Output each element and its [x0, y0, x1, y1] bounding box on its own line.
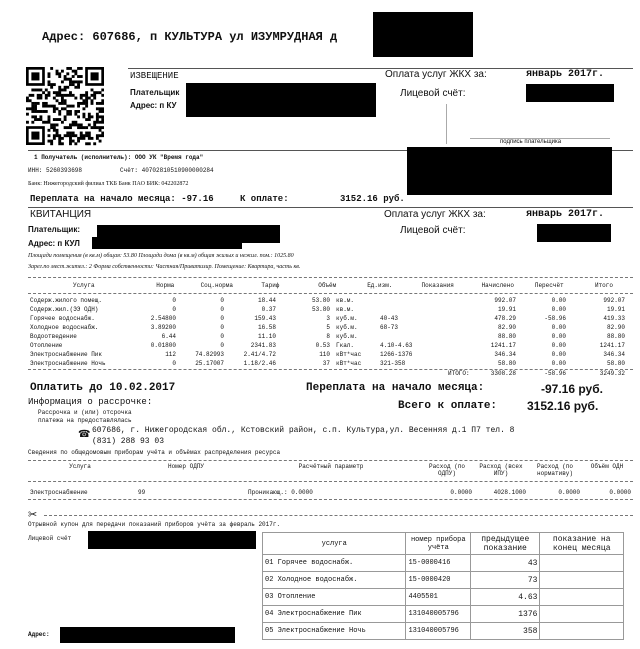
services-cell: Электроснабжение Ночь	[30, 360, 106, 367]
services-cell: Холодное водоснабж.	[30, 324, 99, 331]
services-cell: 419.33	[603, 315, 625, 322]
services-cell: 3	[326, 315, 330, 322]
notice-account-label: Лицевой счёт:	[400, 88, 466, 99]
services-total-sum: 3249.32	[599, 370, 625, 377]
services-cell: 82.90	[497, 324, 516, 331]
coupon-service: 04 Электроснабжение Пик	[263, 606, 406, 623]
meters-header: Объём ОДН	[590, 463, 624, 470]
installment-title: Информация о рассрочке:	[28, 397, 153, 407]
services-header-row	[28, 279, 633, 291]
meters-header: Расход (по нормативу)	[536, 463, 573, 477]
coupon-previous-reading: 1376	[471, 606, 540, 623]
services-cell: 112	[165, 351, 176, 358]
meters-info-title: Сведения по общедомовым приборам учёта и объёмах распределения ресурса	[28, 449, 281, 456]
services-header: Ед.изм.	[367, 281, 393, 289]
contact-phone: (831) 288 93 03	[92, 437, 165, 446]
pay-until: Оплатить до 10.02.2017	[30, 382, 176, 394]
services-header: Объём	[318, 281, 337, 289]
receipt-payer-label: Плательщик:	[28, 225, 80, 234]
meters-cell: Проникающ.: 0.0000	[248, 489, 313, 496]
notice-period: январь 2017г.	[526, 69, 605, 80]
coupon-service: 02 Холодное водоснабж.	[263, 572, 406, 589]
services-header: Норма	[156, 281, 175, 289]
services-cell: 40-43	[380, 315, 399, 322]
coupon-table	[262, 532, 624, 640]
notice-payer-label: Плательщик	[130, 88, 180, 97]
signature-label: подпись плательщика	[500, 139, 562, 145]
coupon-previous-reading: 4.63	[471, 589, 540, 606]
services-cell: 0.00	[551, 297, 566, 304]
header-address: Адрес: 607686, п КУЛЬТУРА ул ИЗУМРУДНАЯ д	[42, 30, 338, 44]
services-cell: 0.00	[551, 324, 566, 331]
qr-code	[26, 67, 104, 147]
services-cell: 53.80	[311, 297, 330, 304]
contact-address: 607686, г. Нижегородская обл., Кстовский район, с.п. Культура,ул. Весенняя д.1 П7 тел. 8	[92, 426, 515, 435]
redaction-block	[88, 531, 256, 549]
services-cell: кВт*час	[336, 351, 362, 358]
services-cell: 0.53	[315, 342, 330, 349]
recipient-account: Счёт: 40702810510900000284	[120, 167, 214, 174]
redaction-block	[373, 12, 473, 57]
services-cell: 2.41/4.72	[243, 351, 276, 358]
recipient-topay-label: К оплате:	[240, 194, 289, 204]
services-cell: Электроснабжение Пик	[30, 351, 103, 358]
summary-total-label: Всего к оплате:	[398, 400, 498, 412]
notice-address-label: Адрес: п КУ	[130, 101, 177, 110]
services-cell: 0	[220, 297, 224, 304]
table-row	[263, 572, 624, 589]
services-cell: 0	[172, 360, 176, 367]
coupon-meter-number: 131040005796	[406, 623, 471, 640]
coupon-previous-reading: 43	[471, 555, 540, 572]
services-cell: 88.80	[497, 333, 516, 340]
meters-cell: Электроснабжение	[30, 489, 88, 496]
services-header: Показания	[421, 281, 454, 289]
services-cell: 0.37	[261, 306, 276, 313]
coupon-address-label: Адрес:	[28, 631, 50, 638]
services-cell: кв.м.	[336, 306, 355, 313]
services-cell: 3.89200	[150, 324, 176, 331]
services-cell: 0	[220, 333, 224, 340]
services-header: Услуга	[72, 281, 95, 289]
summary-overpay-label: Переплата на начало месяца:	[306, 382, 485, 394]
receipt-account-label: Лицевой счёт:	[400, 225, 466, 236]
coupon-header: номер прибора учёта	[406, 533, 471, 555]
services-total-recalc: -58.96	[544, 370, 566, 377]
installment-text: Рассрочка и (или) отсрочка платежа на предоставлялась	[38, 409, 132, 424]
coupon-meter-number: 15-0000420	[406, 572, 471, 589]
summary-overpay-value: -97.16 руб.	[541, 382, 603, 396]
coupon-header: показание на конец месяца	[540, 533, 624, 555]
services-cell: Горячее водоснабж.	[30, 315, 95, 322]
services-cell: 0.00	[551, 306, 566, 313]
meters-header: Расчётный параметр	[298, 463, 364, 470]
services-header: Пересчёт	[534, 281, 564, 289]
services-cell: 0	[220, 315, 224, 322]
services-header: Начислено	[481, 281, 514, 289]
services-cell: 11.10	[257, 333, 276, 340]
meters-cell: 4028.1000	[493, 489, 526, 496]
services-cell: 74.82993	[195, 351, 224, 358]
services-cell: кв.м.	[336, 297, 355, 304]
receipt-address-label: Адрес: п КУЛ	[28, 239, 80, 248]
recipient-line: 1 Получатель (исполнитель): ООО УК "Время года"	[34, 154, 204, 161]
coupon-current-reading-field[interactable]	[540, 623, 624, 640]
services-cell: 25.17007	[195, 360, 224, 367]
coupon-current-reading-field[interactable]	[540, 606, 624, 623]
receipt-reg-line: Зарег.по мест.жител.: 2 Форма собственности: Частная/Приватизир. Помещение: Квартира, часть кв.	[28, 264, 301, 270]
services-cell: 19.91	[606, 306, 625, 313]
services-cell: 0	[172, 297, 176, 304]
coupon-current-reading-field[interactable]	[540, 589, 624, 606]
meters-header: Услуга	[69, 463, 91, 470]
meters-cell: 0.0000	[450, 489, 472, 496]
coupon-title: Отрывной купон для передачи показаний приборов учёта за февраль 2017г.	[28, 521, 281, 528]
services-cell: 0	[220, 324, 224, 331]
services-cell: куб.м.	[336, 324, 358, 331]
services-cell: 1.18/2.46	[243, 360, 276, 367]
services-cell: 346.34	[603, 351, 625, 358]
receipt-title: КВИТАНЦИЯ	[30, 209, 92, 220]
services-cell: 0.01800	[150, 342, 176, 349]
redaction-block	[407, 147, 612, 195]
services-cell: 0.00	[551, 342, 566, 349]
coupon-header: предыдущее показание	[471, 533, 540, 555]
services-cell: Водоотведение	[30, 333, 77, 340]
services-cell: 321-358	[380, 360, 406, 367]
coupon-account-label: Лицевой счёт	[28, 535, 72, 542]
services-table	[28, 279, 633, 291]
services-cell: 18.44	[257, 297, 276, 304]
coupon-service: 03 Отопление	[263, 589, 406, 606]
receipt-period: январь 2017г.	[526, 209, 605, 220]
services-cell: кВт*час	[336, 360, 362, 367]
services-cell: 58.80	[606, 360, 625, 367]
coupon-meter-number: 131040005796	[406, 606, 471, 623]
services-cell: 88.80	[606, 333, 625, 340]
table-row	[263, 623, 624, 640]
services-cell: 0.00	[551, 360, 566, 367]
services-cell: куб.м.	[336, 333, 358, 340]
services-cell: 53.80	[311, 306, 330, 313]
services-cell: 68-73	[380, 324, 399, 331]
services-cell: 1241.17	[490, 342, 516, 349]
coupon-current-reading-field[interactable]	[540, 572, 624, 589]
coupon-service: 01 Горячее водоснабж.	[263, 555, 406, 572]
coupon-header-row	[263, 533, 624, 555]
services-header: Соц.норма	[200, 281, 233, 289]
coupon-service: 05 Электроснабжение Ночь	[263, 623, 406, 640]
services-cell: 992.07	[494, 297, 516, 304]
services-cell: 110	[319, 351, 330, 358]
redaction-block	[526, 84, 614, 102]
meters-cell: 0.0000	[558, 489, 580, 496]
services-cell: 0	[220, 306, 224, 313]
services-cell: 16.58	[257, 324, 276, 331]
services-cell: 58.80	[497, 360, 516, 367]
coupon-previous-reading: 358	[471, 623, 540, 640]
services-cell: 159.43	[254, 315, 276, 322]
services-cell: -58.96	[544, 315, 566, 322]
services-cell: 6.44	[161, 333, 176, 340]
receipt-payment-label: Оплата услуг ЖКХ за:	[384, 209, 486, 220]
meters-header: Расход (по ОДПУ)	[428, 463, 465, 477]
meters-cell: 0.0000	[609, 489, 631, 496]
services-cell: 4.10-4.63	[380, 342, 413, 349]
redaction-block	[186, 83, 376, 117]
services-total-label: ИТОГО:	[448, 370, 470, 377]
services-cell: Отопление	[30, 342, 63, 349]
redaction-block	[60, 627, 235, 643]
scissors-icon: ✂	[28, 509, 38, 521]
redaction-block	[92, 237, 242, 249]
services-header: Тариф	[261, 281, 280, 289]
coupon-previous-reading: 73	[471, 572, 540, 589]
services-cell: Содерж.жилого помещ.	[30, 297, 103, 304]
table-row	[263, 555, 624, 572]
table-row	[263, 589, 624, 606]
meters-header: Номер ОДПУ	[167, 463, 204, 470]
services-cell: Гкал.	[336, 342, 355, 349]
table-row	[263, 606, 624, 623]
notice-title: ИЗВЕЩЕНИЕ	[130, 71, 179, 81]
coupon-header: услуга	[263, 533, 406, 555]
services-cell: Содерж.жил.(ЭЭ ОДН)	[30, 306, 99, 313]
services-cell: 1241.17	[599, 342, 625, 349]
coupon-current-reading-field[interactable]	[540, 555, 624, 572]
redaction-block	[537, 224, 611, 242]
coupon-meter-number: 15-0000416	[406, 555, 471, 572]
recipient-topay-value: 3152.16 руб.	[340, 194, 405, 204]
services-cell: 0.00	[551, 333, 566, 340]
recipient-inn: ИНН: 5260393698	[28, 167, 83, 174]
meters-cell: 99	[138, 489, 146, 496]
services-total-charged: 3308.28	[490, 370, 516, 377]
services-cell: куб.м.	[336, 315, 358, 322]
services-cell: 2.54800	[150, 315, 176, 322]
services-cell: 1266-1376	[380, 351, 413, 358]
recipient-overpay: Переплата на начало месяца: -97.16	[30, 194, 214, 204]
services-cell: 2341.83	[250, 342, 276, 349]
services-cell: 8	[326, 333, 330, 340]
recipient-bank: Банк: Нижегородский филиал ТКБ Банк ПАО БИК: 042202872	[28, 181, 189, 187]
services-cell: 37	[322, 360, 330, 367]
services-cell: 0	[172, 306, 176, 313]
phone-icon: ☎	[78, 429, 91, 440]
meters-header: Расход (всех ИПУ)	[479, 463, 523, 477]
services-cell: 992.07	[603, 297, 625, 304]
summary-total-value: 3152.16 руб.	[527, 399, 599, 413]
services-header: Итого	[594, 281, 613, 289]
services-cell: 478.29	[494, 315, 516, 322]
notice-payment-label: Оплата услуг ЖКХ за:	[385, 69, 487, 80]
services-cell: 82.90	[606, 324, 625, 331]
services-cell: 5	[326, 324, 330, 331]
services-cell: 346.34	[494, 351, 516, 358]
services-cell: 0.00	[551, 351, 566, 358]
services-cell: 0	[220, 342, 224, 349]
services-cell: 19.91	[497, 306, 516, 313]
receipt-area-line: Площади помещения (в кв.м) общая: 53.80 Площади дома (в кв.м) общая жилых и нежил. пом.: 1025.80	[28, 253, 294, 259]
coupon-meter-number: 4405501	[406, 589, 471, 606]
